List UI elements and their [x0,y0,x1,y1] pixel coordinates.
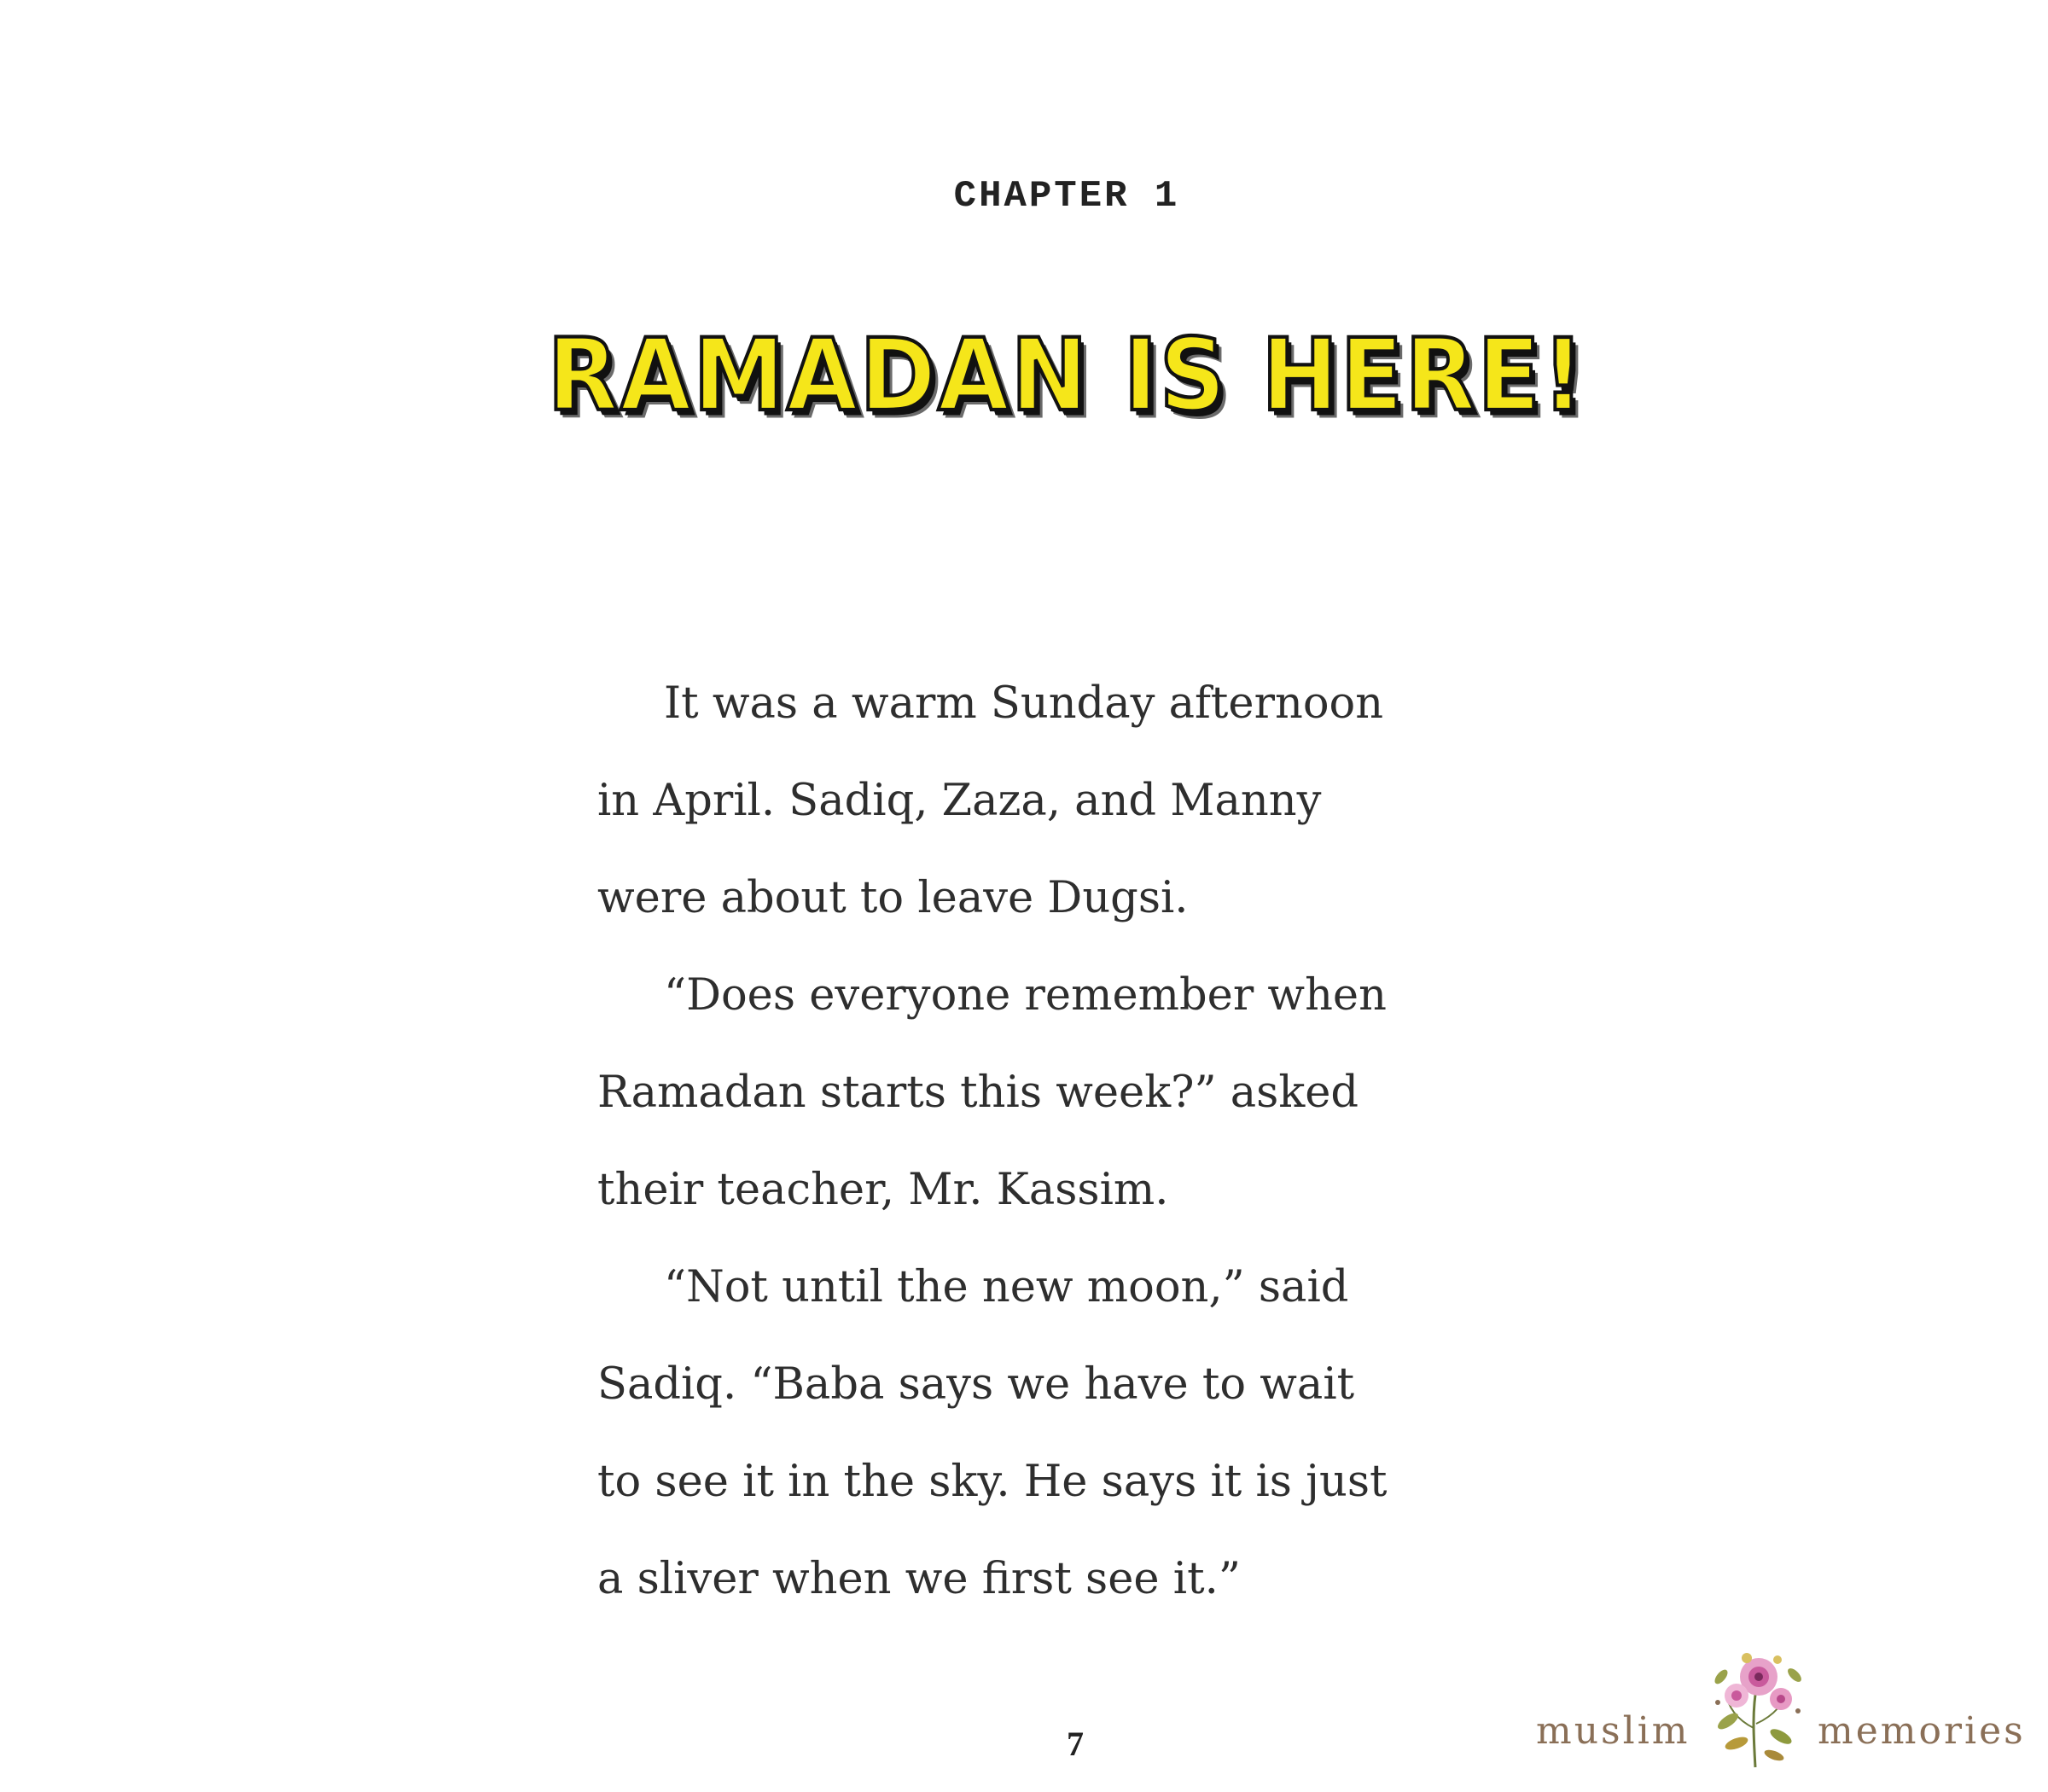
text-line: to see it in the sky. He says it is just [597,1457,1388,1507]
text-line: Ramadan starts this week?” asked [597,1068,1359,1118]
text-line: in April. Sadiq, Zaza, and Manny [597,776,1322,826]
text-line: their teacher, Mr. Kassim. [597,1165,1169,1215]
story-text [597,655,1451,1628]
text-line: a sliver when we first see it.” [597,1554,1241,1604]
watermark-logo [1536,1643,2031,1771]
flower-bouquet-icon [1702,1643,1813,1771]
text-line: It was a warm Sunday afternoon [664,678,1384,729]
watermark-word-memories: memories [1818,1709,2026,1753]
text-line: were about to leave Dugsi. [597,873,1189,923]
page-number: 7 [1067,1725,1084,1763]
watermark-word-muslim: muslim [1536,1709,1690,1753]
chapter-title: RAMADAN IS HERE! [547,318,1586,433]
text-line: Sadiq. “Baba says we have to wait [597,1359,1355,1410]
chapter-label: CHAPTER 1 [953,175,1180,218]
text-line: “Does everyone remember when [664,970,1387,1021]
text-line: “Not until the new moon,” said [664,1262,1349,1312]
